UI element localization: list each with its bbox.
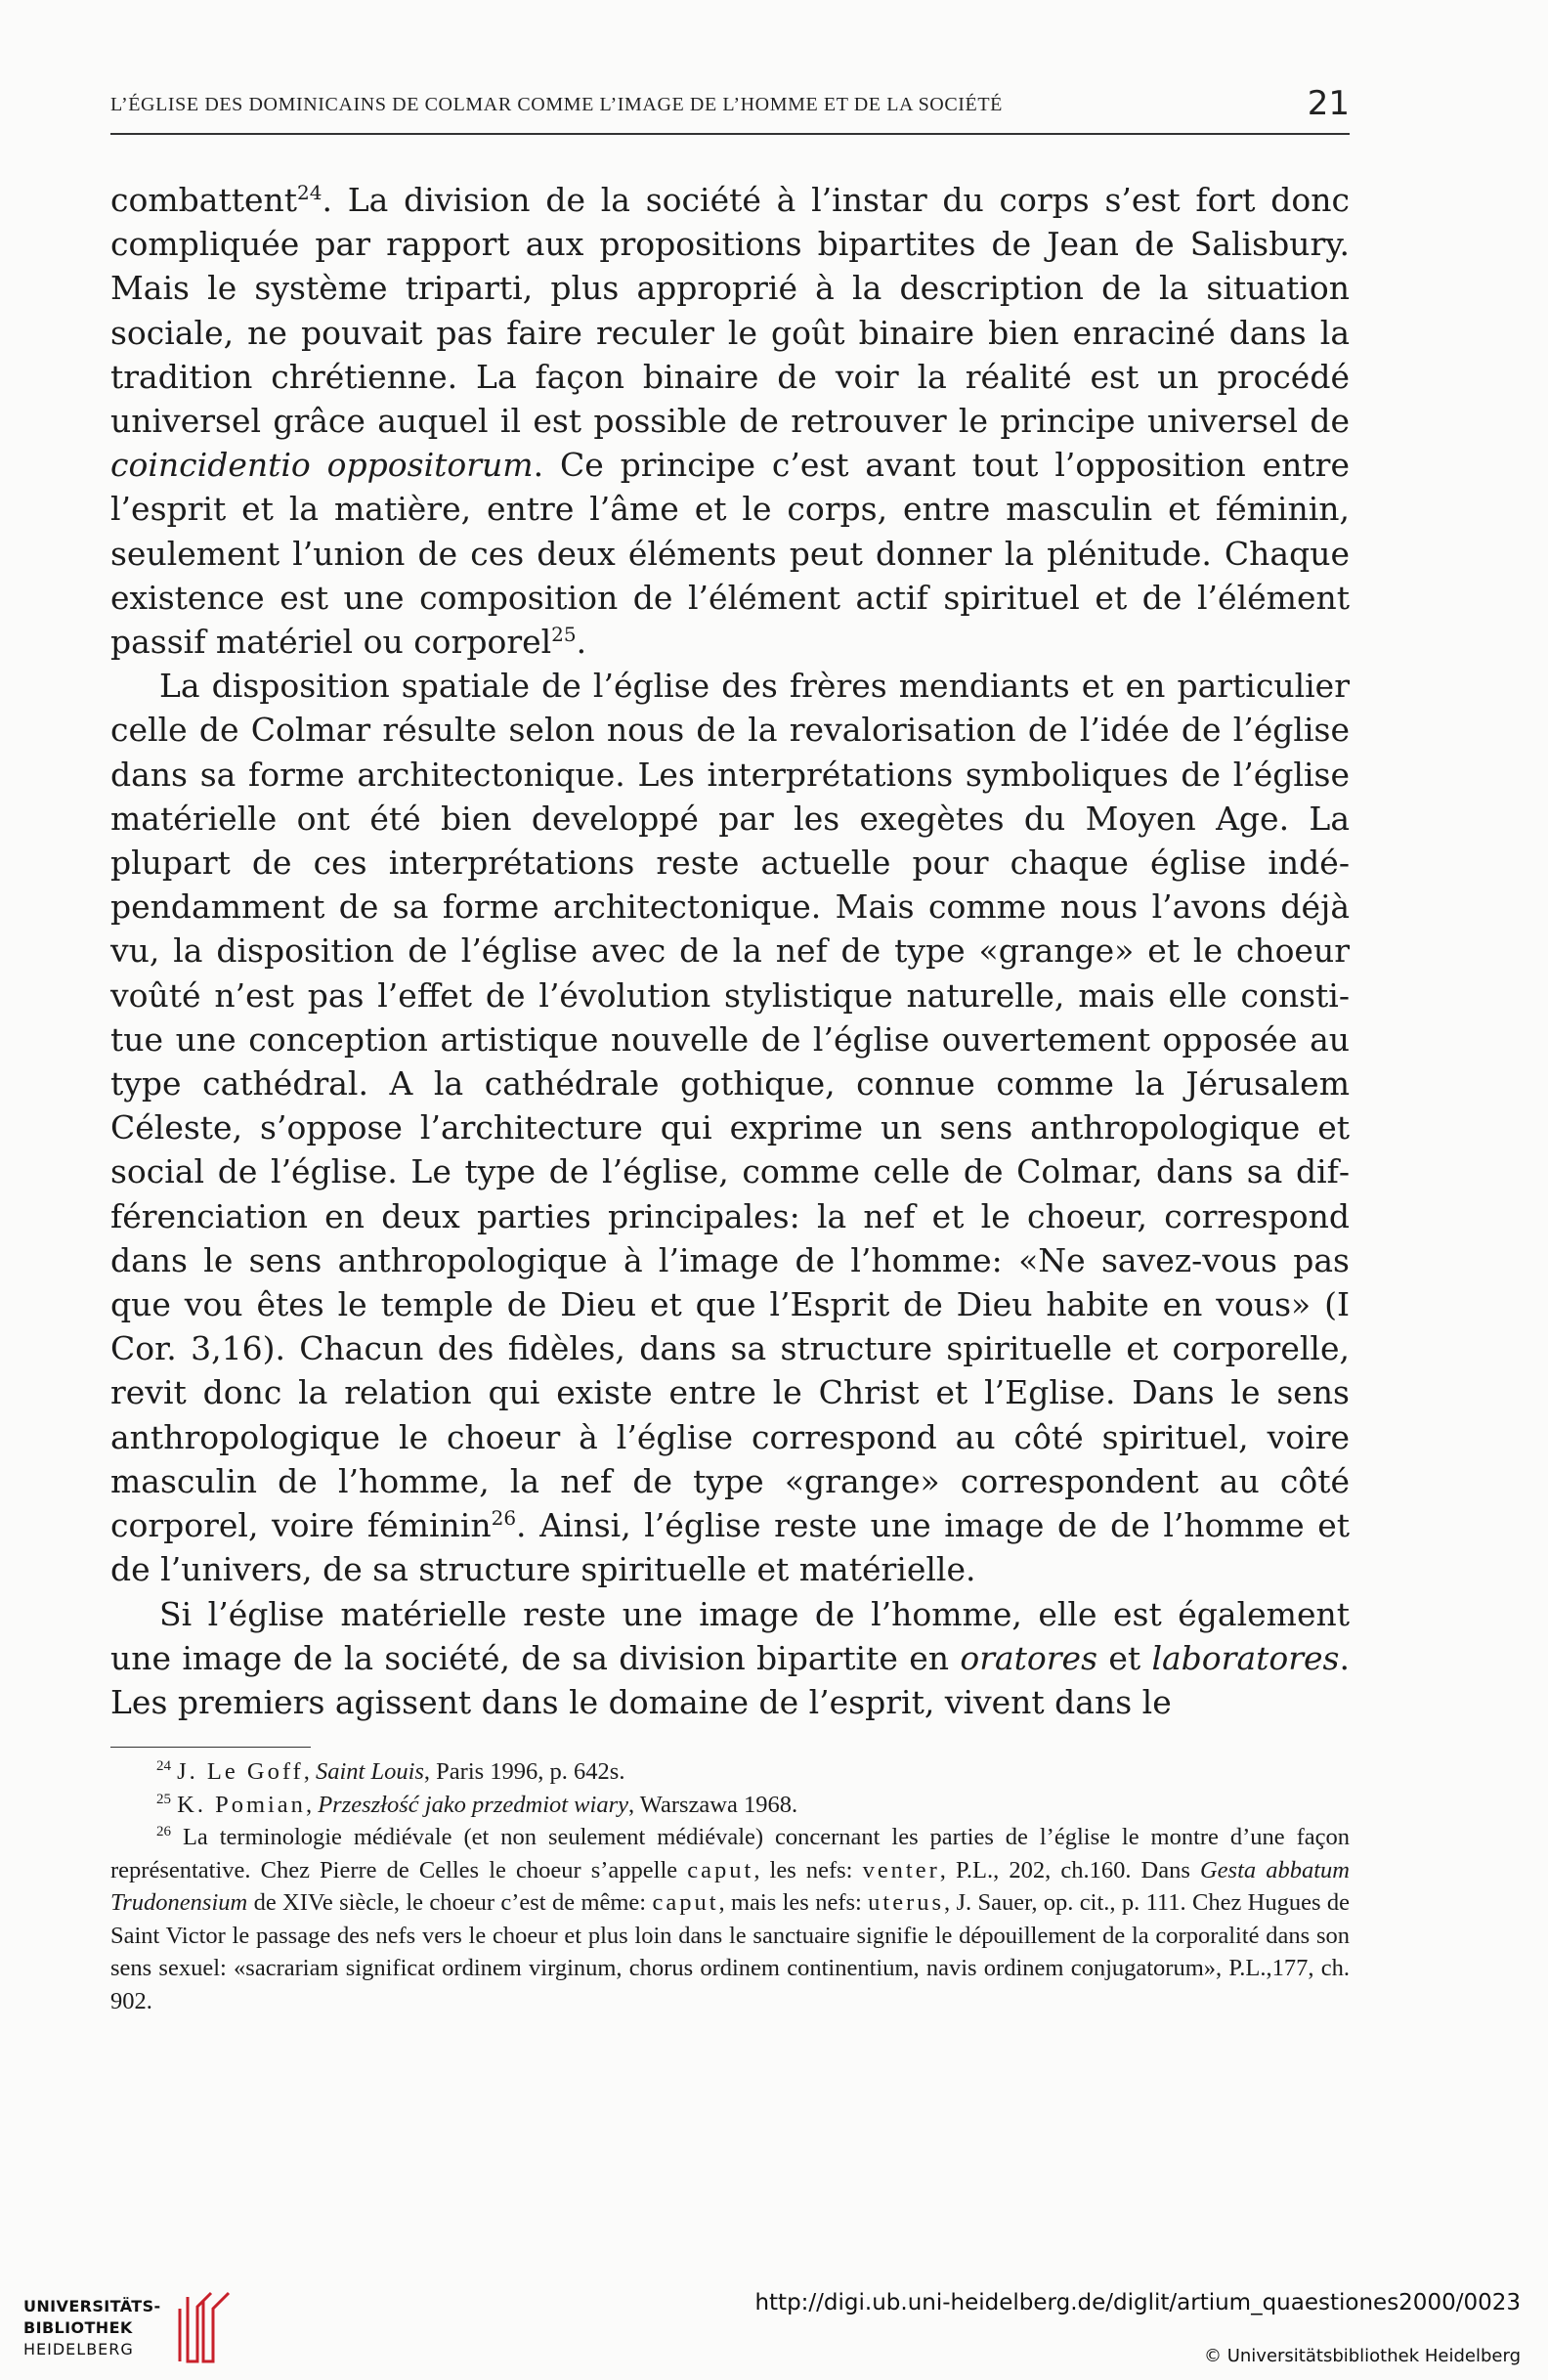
footnote-author: K. Pomian — [177, 1791, 306, 1818]
spaced-term: venter — [862, 1856, 940, 1883]
text-run: . La division de la société à l’instar du corps s’est fort donc compliquée par rapport aux propositions bipartites de Jean de Salisbury. Mais le système triparti, plus approprié à la description de la situation sociale, ne pouvait pas faire reculer le goût binaire bien enraciné dans la tradition chrétienne. La façon binaire de voir la réalité est un procédé universel grâce auquel il est possible de retrouver le principe universel de — [110, 181, 1350, 441]
footnote-25 — [110, 1789, 1350, 1822]
italic-term: oratores — [960, 1638, 1098, 1677]
footnotes — [110, 1755, 1350, 2017]
spaced-term: caput — [652, 1889, 719, 1916]
footnote-ref-26[interactable]: 26 — [491, 1506, 517, 1531]
spaced-term: uterus — [868, 1889, 945, 1916]
text-run: combattent — [110, 181, 298, 219]
italic-term: laboratores — [1151, 1638, 1340, 1677]
logo-text: UNIVERSITÄTS- — [23, 2297, 161, 2315]
running-title: L’ÉGLISE DES DOMINICAINS DE COLMAR COMME L’IMAGE DE L’HOMME ET DE LA SOCIÉTÉ — [110, 94, 1004, 115]
text-run: . — [576, 623, 587, 662]
footnote-title: Gesta abbatum Trudonensium — [110, 1856, 1350, 1916]
paragraph-1 — [110, 178, 1350, 664]
text-run: . Les premiers agissent dans le domaine de l’esprit, vivent dans le — [110, 1638, 1350, 1721]
text-run: , mais les nefs: — [718, 1889, 869, 1916]
italic-term: coincidentio oppositorum — [110, 446, 534, 485]
text-run: , J. Sauer, op. cit., p. 111. Chez Hugues de Saint Victor le passage des nefs vers le choeur et plus loin dans le sanctuaire signifie le dépouillement de la corporalité dans son sens sexuel: «sacrariam significat ordinem virginum, chorus ordinem continentium, navis ordinem conjugatorum», P.L.,177, ch. 902. — [110, 1889, 1351, 2014]
footnote-title: Saint Louis — [315, 1758, 424, 1785]
footnote-title: Przeszłość jako przedmiot wiary — [318, 1791, 628, 1818]
footnote-divider — [110, 1747, 311, 1748]
main-text — [110, 178, 1350, 1724]
text-run: , Warszawa 1968. — [628, 1791, 798, 1818]
footnote-number: 24 — [156, 1757, 171, 1774]
library-emblem-icon — [160, 2279, 248, 2367]
text-run: , — [303, 1758, 316, 1785]
footnote-number: 25 — [156, 1791, 171, 1807]
text-run: et — [1097, 1638, 1152, 1677]
source-url-link[interactable]: http://digi.ub.uni-heidelberg.de/diglit/artium_quaestiones2000/0023 — [754, 2290, 1521, 2315]
text-run: , P.L., 202, ch.160. Dans — [939, 1856, 1200, 1883]
text-run: La disposition spatiale de l’église des frères mendiants et en particulier celle de Colmar résulte selon nous de la revalorisation de l’idée de l’église dans sa forme architectonique. Les interprétations symboliques de l’église matérielle ont été bien developpé par les exegètes du Moyen Age. La plupart de ces interprétations reste actuelle pour chaque église indépendamment de sa forme architectonique. Mais comme nous l’avons déjà vu, la disposition de l’église avec de la nef de type «grange» et le choeur voûté n’est pas l’effet de l’évolution stylistique naturelle, mais elle constitue une conception artistique nouvelle de l’église ouvertement opposée au type cathédral. A la cathédrale gothique, connue comme la Jérusalem Céleste, s’oppose l’architecture qui exprime un sens anthropologique et social de l’église. Le type de l’église, comme celle de Colmar, dans sa différenciation en deux parties principales: la nef et le choeur, correspond dans le sens anthropologique à l’image de l’homme: «Ne savez-vous pas que vou êtes le temple de Dieu et que l’Esprit de Dieu habite en vous» (I Cor. 3,16). Chacun des fidèles, dans sa structure spirituelle et corporelle, revit donc la relation qui existe entre le Christ et l’Eglise. Dans le sens anthropologique le choeur à l’église correspond au côté spirituel, voire masculin de l’homme, la nef de type «grange» correspondent au côté corporel, voire féminin — [110, 667, 1350, 1545]
text-run: . Ce principe c’est avant tout l’opposition entre l’esprit et la matière, entre l’âme et le corps, entre masculin et féminin, seulement l’union de ces deux éléments peut donner la plénitude. Chaque existence est une composition de l’élément actif spirituel et de l’élément passif matériel ou corporel — [110, 446, 1350, 662]
copyright-notice: © Universitätsbibliothek Heidelberg — [1203, 2346, 1521, 2366]
library-logo[interactable] — [23, 2279, 278, 2367]
paragraph-3 — [110, 1592, 1350, 1725]
text-run: , — [305, 1791, 319, 1818]
paragraph-2 — [110, 664, 1350, 1591]
text-run: Si l’église matérielle reste une image de l’homme, elle est également une image de la société, de sa division bipartite en — [110, 1594, 1350, 1677]
text-run: , les nefs: — [753, 1856, 863, 1883]
text-run: . Ainsi, l’église reste une image de de l’homme et de l’univers, de sa structure spirituelle et matérielle. — [110, 1506, 1350, 1589]
footnote-ref-25[interactable]: 25 — [551, 623, 577, 647]
logo-text: HEIDELBERG — [23, 2340, 134, 2358]
footnote-number: 26 — [156, 1823, 171, 1839]
footnote-ref-24[interactable]: 24 — [297, 181, 322, 204]
page-number: 21 — [1307, 84, 1350, 123]
logo-text: BIBLIOTHEK — [23, 2318, 133, 2337]
footnote-author: J. Le Goff — [177, 1758, 304, 1785]
running-header — [110, 84, 1350, 135]
footnote-26 — [110, 1821, 1350, 2017]
text-run: de XIVe siècle, le choeur c’est de même: — [247, 1889, 653, 1916]
spaced-term: caput — [687, 1856, 754, 1883]
footnote-24 — [110, 1755, 1350, 1789]
text-run: , Paris 1996, p. 642s. — [423, 1758, 625, 1785]
digitization-footer — [0, 2248, 1548, 2380]
text-run: La terminologie médiévale (et non seulement médiévale) concernant les parties de l’église le montre d’une façon représentative. Chez Pierre de Celles le choeur s’appelle — [110, 1824, 1351, 1883]
